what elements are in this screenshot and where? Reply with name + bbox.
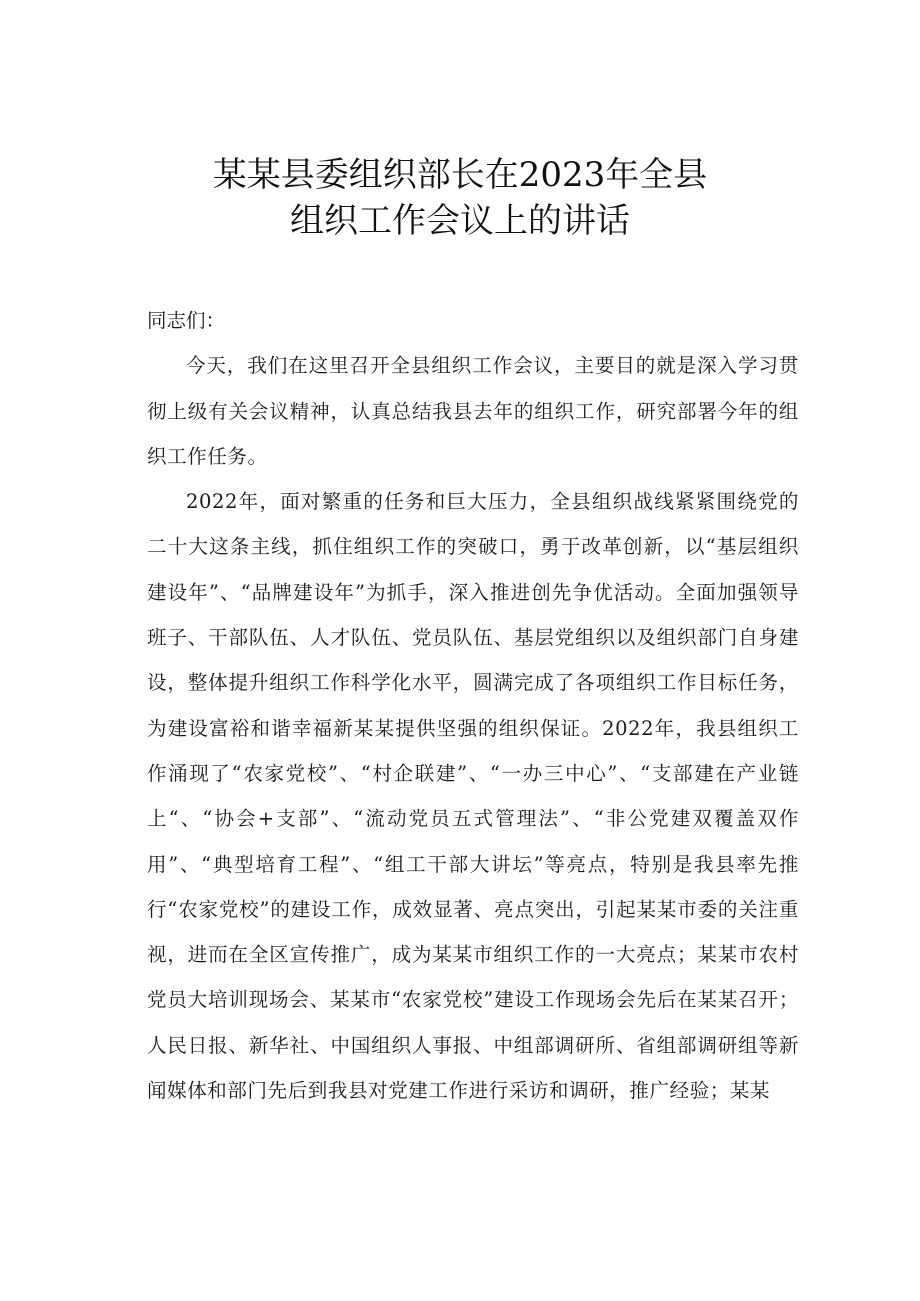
- paragraph-2: 2022年，面对繁重的任务和巨大压力，全县组织战线紧紧围绕党的二十大这条主线，抓住组织工作的突破口，勇于改革创新，以“基层组织建设年”、“品牌建设年”为抓手，深入推进创先争优活动。全面加强领导班子、干部队伍、人才队伍、党员队伍、基层党组织以及组织部门自身建设，整体提升组织工作科学化水平，圆满完成了各项组织工作目标任务，为建设富裕和谐幸福新某某提供坚强的组织保证。2022年，我县组织工作涌现了“农家党校”、“村企联建”、“一办三中心”、“支部建在产业链上“、“协会+支部”、“流动党员五式管理法”、“非公党建双覆盖双作用”、“典型培育工程”、“组工干部大讲坛”等亮点，特别是我县率先推行“农家党校”的建设工作，成效显著、亮点突出，引起某某市委的关注重视，进而在全区宣传推广，成为某某市组织工作的一大亮点；某某市农村党员大培训现场会、某某市“农家党校”建设工作现场会先后在某某召开；人民日报、新华社、中国组织人事报、中组部调研所、省组部调研组等新闻媒体和部门先后到我县对党建工作进行采访和调研，推广经验；某某: [147, 490, 799, 1103]
- document-title: [0, 152, 920, 244]
- title-line-2: 组织工作会议上的讲话: [290, 201, 630, 241]
- document-body: [147, 298, 799, 1113]
- paragraph-1: 今天，我们在这里召开全县组织工作会议，主要目的就是深入学习贯彻上级有关会议精神，认真总结我县去年的组织工作，研究部署今年的组织工作任务。: [147, 354, 799, 468]
- greeting: 同志们：: [147, 309, 226, 332]
- title-line-1: 某某县委组织部长在2023年全县: [212, 155, 708, 195]
